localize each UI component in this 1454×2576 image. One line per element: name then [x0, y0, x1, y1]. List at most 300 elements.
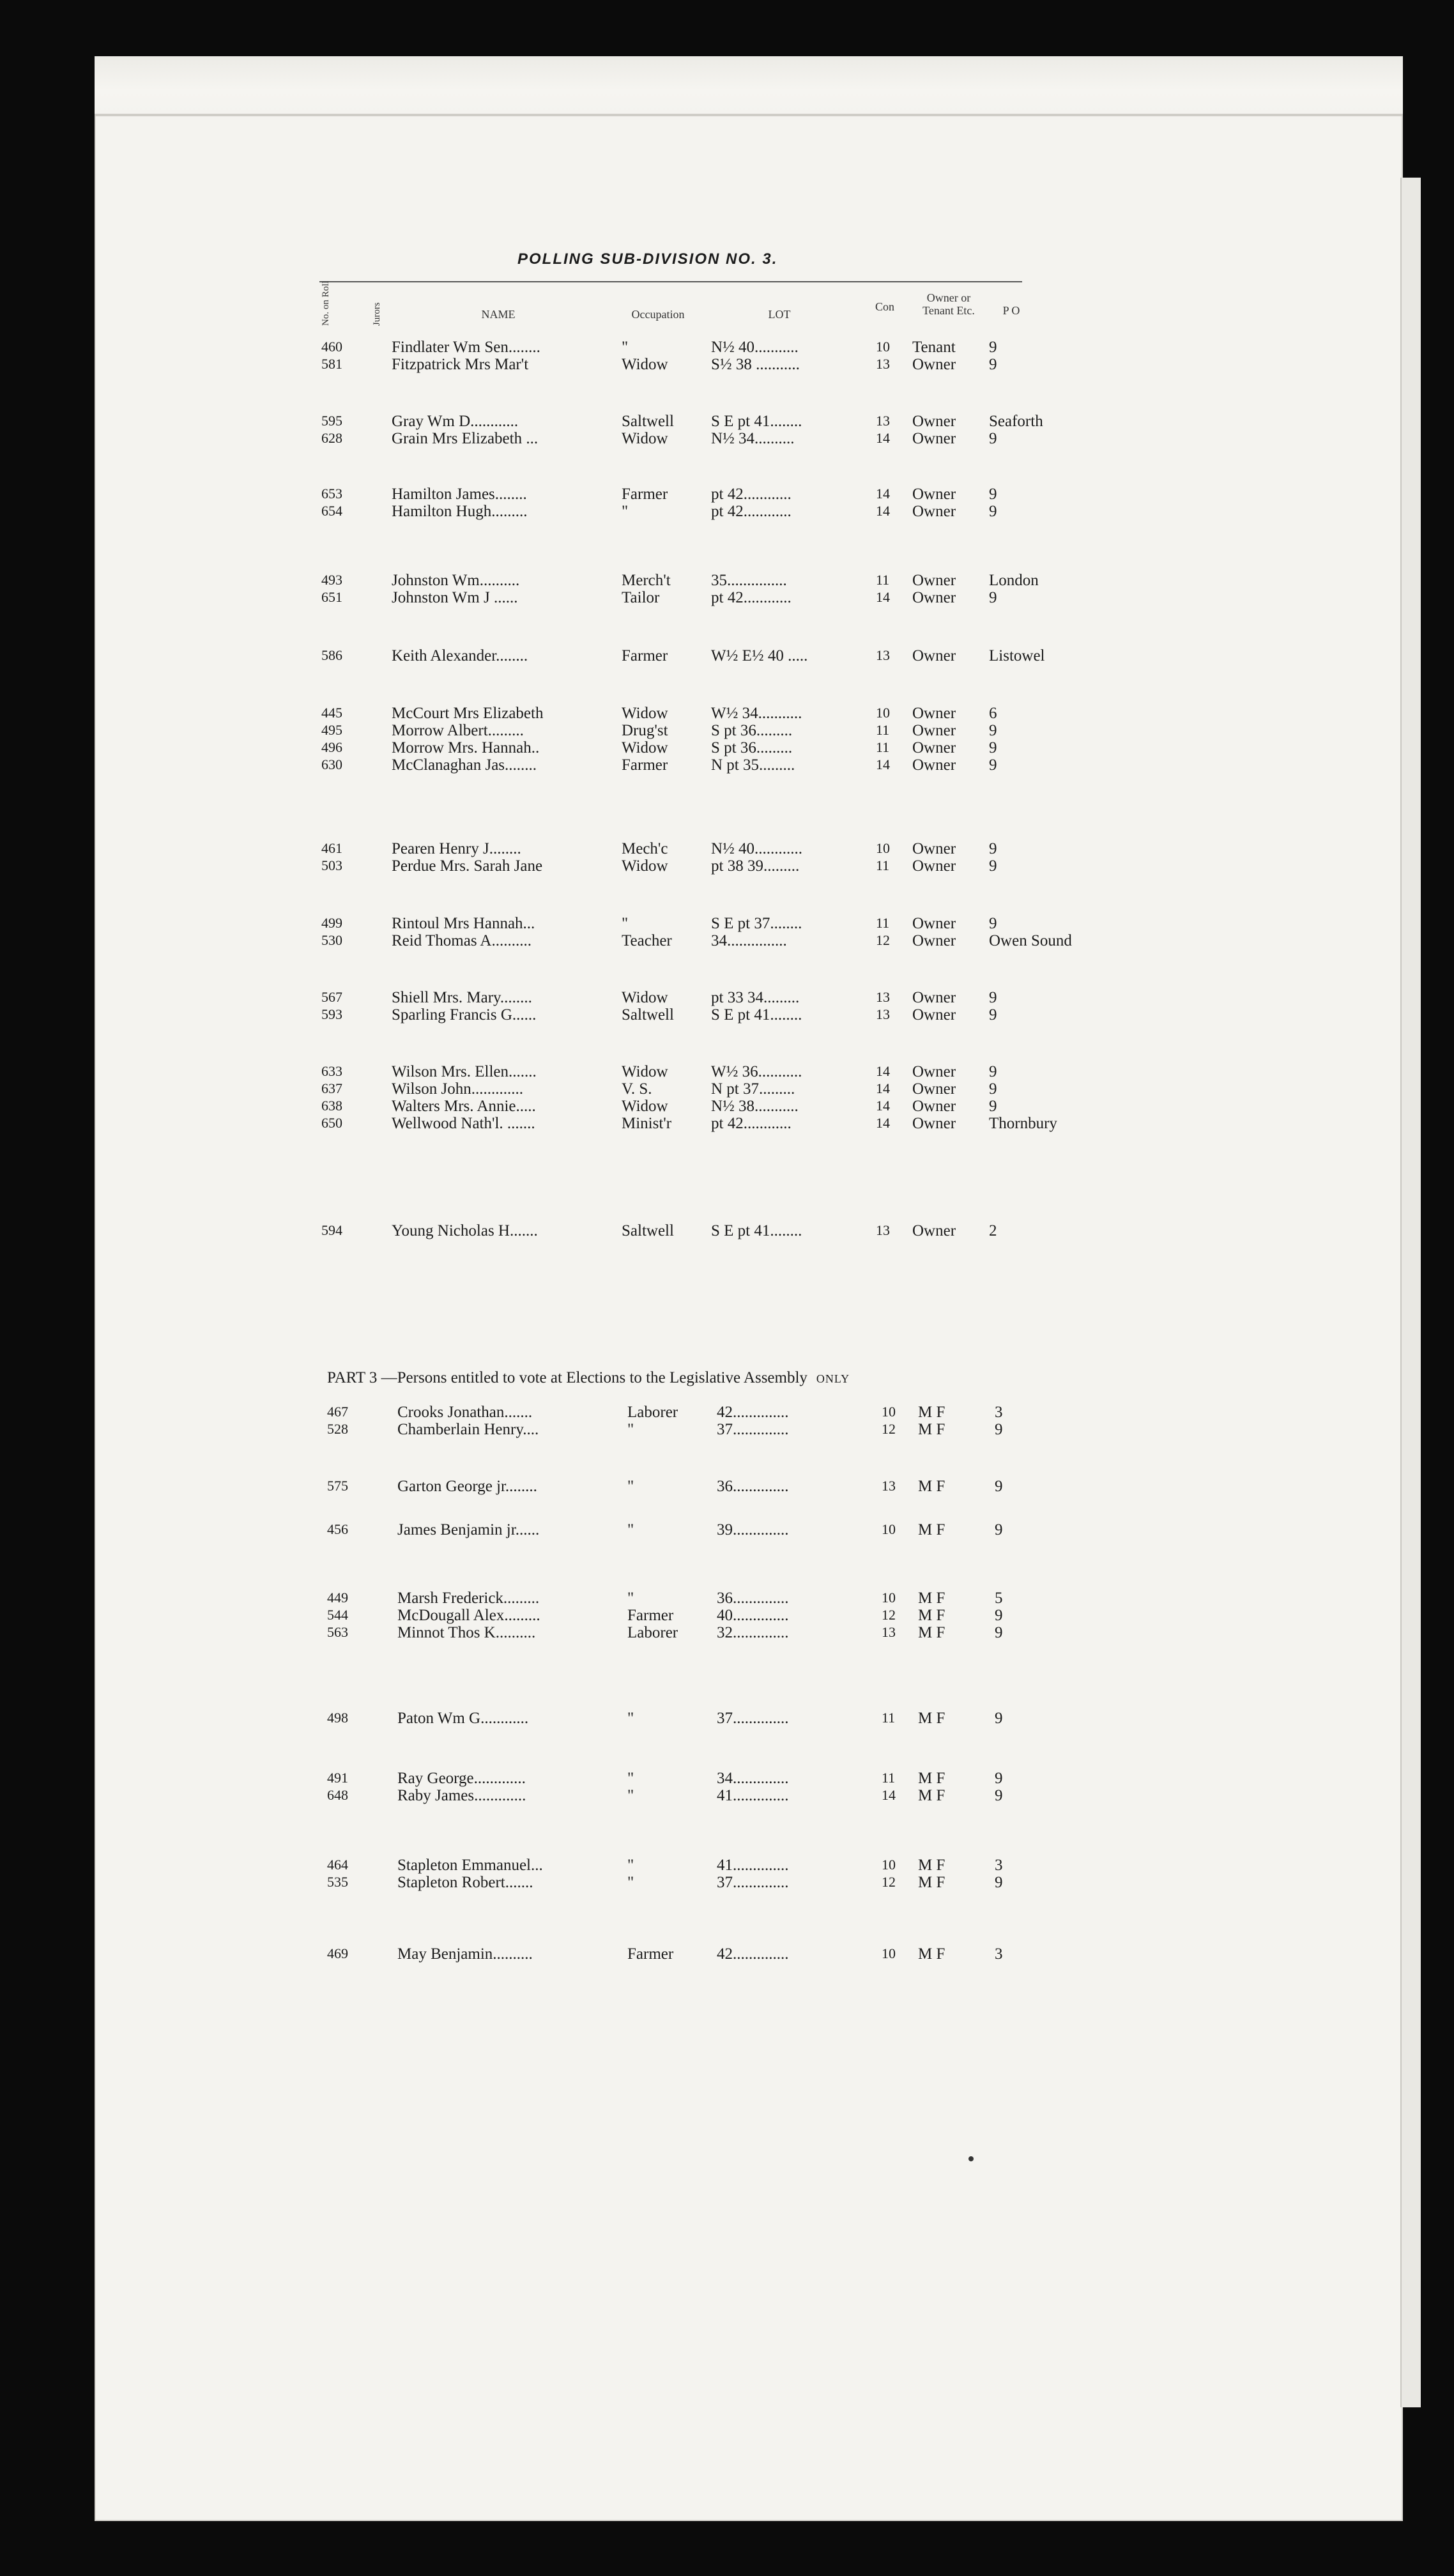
roll-number: 595	[321, 413, 342, 429]
roll-number: 544	[327, 1607, 348, 1623]
concession: 11	[876, 857, 890, 873]
table-row	[321, 647, 1152, 665]
post-office: 9	[989, 857, 997, 875]
voter-name: Gray Wm D............	[392, 413, 519, 430]
roll-number: 653	[321, 486, 342, 502]
concession: 14	[876, 486, 890, 502]
roll-number: 445	[321, 705, 342, 721]
occupation: Laborer	[627, 1404, 678, 1421]
post-office: 9	[989, 989, 997, 1006]
roll-number: 493	[321, 572, 342, 588]
roll-number: 499	[321, 915, 342, 931]
concession: 14	[876, 1080, 890, 1096]
table-row	[327, 1787, 1158, 1805]
lot: 40..............	[717, 1607, 789, 1624]
lot: pt 42............	[711, 1115, 792, 1132]
lot: pt 42............	[711, 589, 792, 606]
voter-name: Shiell Mrs. Mary........	[392, 989, 532, 1006]
concession: 13	[876, 989, 890, 1005]
post-office: 9	[989, 1063, 997, 1080]
concession: 10	[876, 339, 890, 355]
post-office: 9	[995, 1521, 1003, 1538]
table-row	[321, 356, 1152, 374]
post-office: 9	[989, 739, 997, 756]
post-office: 9	[989, 756, 997, 774]
roll-number: 461	[321, 840, 342, 856]
voter-name: Johnston Wm..........	[392, 572, 520, 589]
concession: 10	[882, 1945, 896, 1961]
concession: 11	[882, 1710, 896, 1726]
post-office: 9	[995, 1710, 1003, 1727]
lot: pt 42............	[711, 486, 792, 503]
post-office: 9	[989, 1080, 997, 1098]
lot: N pt 37.........	[711, 1080, 795, 1098]
roll-number: 449	[327, 1590, 348, 1606]
part-3-title: PART 3 —Persons entitled to vote at Elections to the Legislative Assembly	[327, 1369, 807, 1386]
post-office: 9	[989, 339, 997, 356]
owner-tenant: Owner	[912, 1222, 956, 1239]
table-row	[321, 932, 1152, 950]
header-owner-tenant: Owner or Tenant Etc.	[922, 291, 975, 317]
owner-tenant: M F	[918, 1945, 945, 1963]
lot: pt 42............	[711, 503, 792, 520]
table-row	[321, 756, 1152, 774]
table-row	[321, 1115, 1152, 1133]
occupation: "	[627, 1857, 634, 1874]
lot: 36..............	[717, 1478, 789, 1495]
table-row	[327, 1770, 1158, 1788]
owner-tenant: Owner	[912, 1006, 956, 1023]
post-office: 9	[989, 589, 997, 606]
voter-name: Morrow Mrs. Hannah..	[392, 739, 540, 756]
voter-name: Johnston Wm J ......	[392, 589, 518, 606]
table-row	[321, 1098, 1152, 1116]
post-office: 9	[989, 503, 997, 520]
owner-tenant: M F	[918, 1421, 945, 1438]
page-edge	[1400, 178, 1421, 2407]
lot: W½ E½ 40 .....	[711, 647, 808, 664]
lot: 39..............	[717, 1521, 789, 1538]
voter-name: Morrow Albert.........	[392, 722, 524, 739]
roll-number: 495	[321, 722, 342, 738]
post-office: 9	[989, 1006, 997, 1023]
occupation: Farmer	[622, 486, 668, 503]
roll-number: 650	[321, 1115, 342, 1131]
voter-name: James Benjamin jr......	[397, 1521, 540, 1538]
table-row	[321, 705, 1152, 723]
table-row	[321, 1063, 1152, 1081]
lot: 37..............	[717, 1874, 789, 1891]
owner-tenant: Owner	[912, 705, 956, 722]
occupation: Widow	[622, 739, 668, 756]
table-row	[321, 857, 1152, 875]
table-row	[321, 413, 1152, 431]
concession: 10	[882, 1857, 896, 1873]
post-office: Listowel	[989, 647, 1045, 664]
occupation: Farmer	[622, 756, 668, 774]
post-office: 9	[989, 1098, 997, 1115]
occupation: Farmer	[622, 647, 668, 664]
voter-name: Hamilton James........	[392, 486, 527, 503]
owner-tenant: Owner	[912, 756, 956, 774]
post-office: 2	[989, 1222, 997, 1239]
voter-name: Young Nicholas H.......	[392, 1222, 538, 1239]
voter-name: Garton George jr........	[397, 1478, 537, 1495]
voter-name: Perdue Mrs. Sarah Jane	[392, 857, 543, 875]
post-office: 9	[995, 1874, 1003, 1891]
owner-tenant: Owner	[912, 1080, 956, 1098]
post-office: 9	[995, 1421, 1003, 1438]
table-row	[327, 1945, 1158, 1963]
part-3-only: ONLY	[816, 1372, 850, 1385]
lot: 36..............	[717, 1590, 789, 1607]
header-occupation: Occupation	[631, 308, 685, 321]
owner-tenant: Owner	[912, 1098, 956, 1115]
concession: 14	[876, 1098, 890, 1114]
post-office: 9	[995, 1787, 1003, 1804]
concession: 14	[882, 1787, 896, 1803]
voter-name: May Benjamin..........	[397, 1945, 533, 1963]
lot: pt 33 34.........	[711, 989, 800, 1006]
owner-tenant: Owner	[912, 840, 956, 857]
occupation: Saltwell	[622, 1006, 674, 1023]
concession: 14	[876, 1115, 890, 1131]
concession: 12	[882, 1421, 896, 1437]
concession: 14	[876, 589, 890, 605]
voter-name: Findlater Wm Sen........	[392, 339, 540, 356]
owner-tenant: Owner	[912, 1115, 956, 1132]
voter-name: Minnot Thos K..........	[397, 1624, 536, 1641]
post-office: Owen Sound	[989, 932, 1072, 949]
occupation: Farmer	[627, 1607, 674, 1624]
table-row	[327, 1478, 1158, 1496]
voter-name: Rintoul Mrs Hannah...	[392, 915, 535, 932]
roll-number: 563	[327, 1624, 348, 1640]
occupation: Tailor	[622, 589, 660, 606]
lot: S E pt 37........	[711, 915, 802, 932]
lot: 37..............	[717, 1421, 789, 1438]
lot: 42..............	[717, 1404, 789, 1421]
occupation: Merch't	[622, 572, 671, 589]
post-office: London	[989, 572, 1039, 589]
lot: N½ 40...........	[711, 339, 799, 356]
lot: 41..............	[717, 1857, 789, 1874]
concession: 14	[876, 1063, 890, 1079]
roll-number: 628	[321, 430, 342, 446]
post-office: 6	[989, 705, 997, 722]
voter-name: Keith Alexander........	[392, 647, 528, 664]
owner-tenant: Owner	[912, 1063, 956, 1080]
owner-tenant: M F	[918, 1607, 945, 1624]
owner-tenant: Owner	[912, 430, 956, 447]
owner-tenant: Owner	[912, 739, 956, 756]
post-office: 3	[995, 1857, 1003, 1874]
concession: 14	[876, 430, 890, 446]
owner-tenant: Owner	[912, 503, 956, 520]
header-name: NAME	[481, 308, 516, 321]
part-3-heading	[327, 1369, 850, 1387]
occupation: Widow	[622, 356, 668, 373]
roll-number: 467	[327, 1404, 348, 1420]
table-row	[327, 1857, 1158, 1874]
page-heading: POLLING SUB-DIVISION NO. 3.	[517, 250, 778, 268]
roll-number: 581	[321, 356, 342, 372]
roll-number: 469	[327, 1945, 348, 1961]
occupation: V. S.	[622, 1080, 652, 1098]
occupation: Farmer	[627, 1945, 674, 1963]
table-row	[321, 589, 1152, 607]
owner-tenant: Tenant	[912, 339, 956, 356]
concession: 13	[876, 356, 890, 372]
post-office: 9	[989, 356, 997, 373]
voter-name: Ray George.............	[397, 1770, 526, 1787]
concession: 12	[882, 1607, 896, 1623]
concession: 10	[882, 1404, 896, 1420]
post-office: 9	[995, 1624, 1003, 1641]
post-office: 9	[989, 486, 997, 503]
table-row	[321, 840, 1152, 858]
roll-number: 503	[321, 857, 342, 873]
roll-number: 637	[321, 1080, 342, 1096]
concession: 11	[876, 915, 890, 931]
occupation: Widow	[622, 705, 668, 722]
occupation: Widow	[622, 989, 668, 1006]
table-row	[327, 1404, 1158, 1422]
post-office: 9	[989, 915, 997, 932]
table-row	[321, 572, 1152, 590]
owner-tenant: Owner	[912, 589, 956, 606]
voter-name: Walters Mrs. Annie.....	[392, 1098, 536, 1115]
voter-name: Marsh Frederick.........	[397, 1590, 540, 1607]
concession: 13	[876, 1222, 890, 1238]
table-row	[321, 486, 1152, 503]
post-office: 9	[989, 430, 997, 447]
owner-tenant: Owner	[912, 932, 956, 949]
page-fold	[95, 56, 1403, 116]
lot: N½ 34..........	[711, 430, 795, 447]
roll-number: 496	[321, 739, 342, 755]
voter-name: Wilson John.............	[392, 1080, 523, 1098]
table-row	[327, 1421, 1158, 1439]
concession: 14	[876, 503, 890, 519]
concession: 12	[876, 932, 890, 948]
owner-tenant: M F	[918, 1521, 945, 1538]
owner-tenant: M F	[918, 1404, 945, 1421]
owner-tenant: Owner	[912, 413, 956, 430]
lot: N½ 38...........	[711, 1098, 799, 1115]
owner-tenant: M F	[918, 1710, 945, 1727]
occupation: "	[627, 1874, 634, 1891]
header-jurors: Jurors	[372, 302, 382, 326]
owner-tenant: Owner	[912, 722, 956, 739]
table-row	[321, 915, 1152, 933]
post-office: 3	[995, 1945, 1003, 1963]
owner-tenant: M F	[918, 1857, 945, 1874]
occupation: Laborer	[627, 1624, 678, 1641]
table-row	[327, 1874, 1158, 1892]
lot: N½ 40............	[711, 840, 803, 857]
owner-tenant: M F	[918, 1787, 945, 1804]
occupation: Widow	[622, 857, 668, 875]
occupation: Widow	[622, 1063, 668, 1080]
voter-name: Sparling Francis G......	[392, 1006, 537, 1023]
table-row	[321, 339, 1152, 356]
occupation: "	[627, 1787, 634, 1804]
lot: 32..............	[717, 1624, 789, 1641]
roll-number: 567	[321, 989, 342, 1005]
voter-name: Wellwood Nath'l. .......	[392, 1115, 535, 1132]
occupation: "	[622, 339, 629, 356]
roll-number: 594	[321, 1222, 342, 1238]
concession: 11	[876, 722, 890, 738]
owner-tenant: Owner	[912, 356, 956, 373]
concession: 10	[882, 1521, 896, 1537]
occupation: Teacher	[622, 932, 672, 949]
owner-tenant: Owner	[912, 647, 956, 664]
table-row	[321, 1222, 1152, 1240]
occupation: Drug'st	[622, 722, 668, 739]
table-row	[327, 1607, 1158, 1625]
post-office: Thornbury	[989, 1115, 1057, 1132]
post-office: 9	[989, 722, 997, 739]
post-office: 3	[995, 1404, 1003, 1421]
occupation: "	[627, 1478, 634, 1495]
voter-name: Hamilton Hugh.........	[392, 503, 528, 520]
lot: S½ 38 ...........	[711, 356, 800, 373]
roll-number: 528	[327, 1421, 348, 1437]
voter-name: Stapleton Emmanuel...	[397, 1857, 543, 1874]
table-row	[321, 722, 1152, 740]
owner-tenant: Owner	[912, 486, 956, 503]
post-office: 9	[995, 1478, 1003, 1495]
occupation: Saltwell	[622, 1222, 674, 1239]
owner-tenant: M F	[918, 1874, 945, 1891]
roll-number: 654	[321, 503, 342, 519]
lot: S pt 36.........	[711, 722, 793, 739]
concession: 13	[882, 1478, 896, 1494]
voter-name: Crooks Jonathan.......	[397, 1404, 533, 1421]
concession: 11	[882, 1770, 896, 1786]
concession: 13	[882, 1624, 896, 1640]
roll-number: 535	[327, 1874, 348, 1890]
lot: W½ 36...........	[711, 1063, 802, 1080]
voter-name: Chamberlain Henry....	[397, 1421, 539, 1438]
table-row	[327, 1624, 1158, 1642]
occupation: "	[627, 1710, 634, 1727]
roll-number: 460	[321, 339, 342, 355]
table-row	[327, 1590, 1158, 1607]
roll-number: 586	[321, 647, 342, 663]
post-office: 9	[995, 1770, 1003, 1787]
roll-number: 593	[321, 1006, 342, 1022]
roll-number: 575	[327, 1478, 348, 1494]
concession: 14	[876, 756, 890, 772]
owner-tenant: Owner	[912, 572, 956, 589]
header-lot: LOT	[768, 308, 791, 321]
roll-number: 456	[327, 1521, 348, 1537]
roll-number: 633	[321, 1063, 342, 1079]
voter-name: McClanaghan Jas........	[392, 756, 537, 774]
voter-name: Reid Thomas A..........	[392, 932, 532, 949]
voter-name: Raby James.............	[397, 1787, 526, 1804]
occupation: Widow	[622, 430, 668, 447]
voter-name: McDougall Alex.........	[397, 1607, 540, 1624]
header-no-roll: No. on Roll	[321, 280, 331, 326]
occupation: Mech'c	[622, 840, 668, 857]
occupation: "	[622, 915, 629, 932]
owner-tenant: M F	[918, 1478, 945, 1495]
roll-number: 464	[327, 1857, 348, 1873]
post-office: Seaforth	[989, 413, 1043, 430]
lot: S E pt 41........	[711, 413, 802, 430]
occupation: "	[627, 1770, 634, 1787]
table-row	[321, 1080, 1152, 1098]
lot: S E pt 41........	[711, 1006, 802, 1023]
roll-number: 491	[327, 1770, 348, 1786]
table-row	[321, 989, 1152, 1007]
occupation: Widow	[622, 1098, 668, 1115]
owner-tenant: Owner	[912, 989, 956, 1006]
voter-name: Pearen Henry J........	[392, 840, 521, 857]
roll-number: 530	[321, 932, 342, 948]
ink-dot	[968, 2156, 974, 2161]
header-po: P O	[1002, 304, 1020, 317]
occupation: "	[627, 1521, 634, 1538]
concession: 10	[876, 705, 890, 721]
voter-name: Fitzpatrick Mrs Mar't	[392, 356, 529, 373]
table-row	[327, 1710, 1158, 1728]
post-office: 9	[995, 1607, 1003, 1624]
voter-name: Paton Wm G............	[397, 1710, 529, 1727]
table-row	[321, 739, 1152, 757]
lot: 41..............	[717, 1787, 789, 1804]
lot: pt 38 39.........	[711, 857, 800, 875]
post-office: 5	[995, 1590, 1003, 1607]
header-rule-top	[319, 281, 1022, 282]
table-row	[327, 1521, 1158, 1539]
roll-number: 648	[327, 1787, 348, 1803]
concession: 11	[876, 739, 890, 755]
concession: 11	[876, 572, 890, 588]
header-con: Con	[875, 300, 894, 313]
owner-tenant: M F	[918, 1770, 945, 1787]
post-office: 9	[989, 840, 997, 857]
voter-name: Wilson Mrs. Ellen.......	[392, 1063, 537, 1080]
occupation: "	[627, 1590, 634, 1607]
lot: 37..............	[717, 1710, 789, 1727]
roll-number: 630	[321, 756, 342, 772]
concession: 12	[882, 1874, 896, 1890]
roll-number: 498	[327, 1710, 348, 1726]
lot: 35...............	[711, 572, 787, 589]
roll-number: 651	[321, 589, 342, 605]
owner-tenant: Owner	[912, 857, 956, 875]
occupation: "	[627, 1421, 634, 1438]
roll-number: 638	[321, 1098, 342, 1114]
lot: S E pt 41........	[711, 1222, 802, 1239]
concession: 13	[876, 647, 890, 663]
concession: 10	[876, 840, 890, 856]
table-row	[321, 430, 1152, 448]
concession: 13	[876, 413, 890, 429]
owner-tenant: M F	[918, 1590, 945, 1607]
voter-name: Grain Mrs Elizabeth ...	[392, 430, 539, 447]
voter-name: McCourt Mrs Elizabeth	[392, 705, 544, 722]
occupation: Saltwell	[622, 413, 674, 430]
lot: N pt 35.........	[711, 756, 795, 774]
table-row	[321, 1006, 1152, 1024]
concession: 13	[876, 1006, 890, 1022]
